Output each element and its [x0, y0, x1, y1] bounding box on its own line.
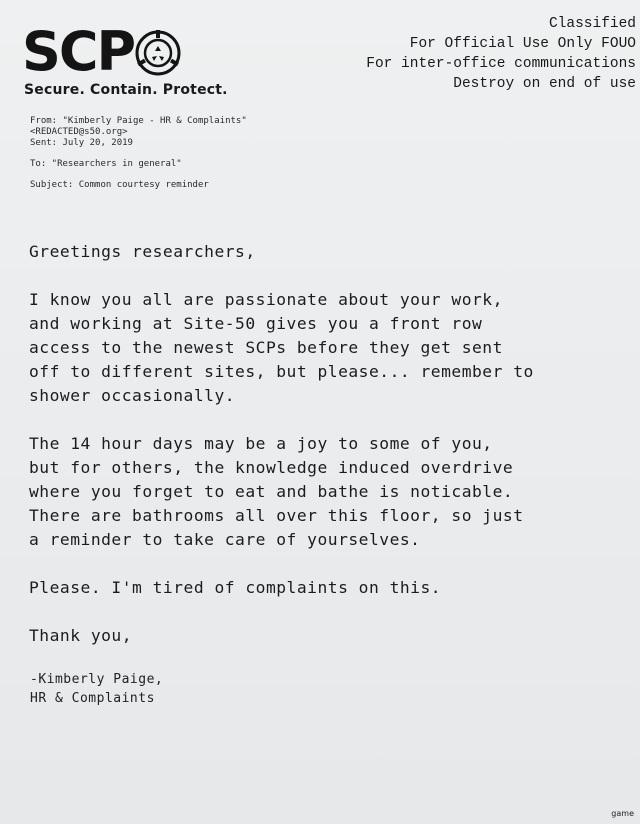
- paragraph-line: access to the newest SCPs before they get sent: [29, 338, 503, 357]
- paragraph-line: where you forget to eat and bathe is noticable.: [29, 482, 514, 501]
- paragraph-line: I know you all are passionate about your work,: [29, 290, 503, 309]
- paragraph-line: shower occasionally.: [29, 386, 236, 405]
- to-line: To: "Researchers in general": [30, 159, 182, 169]
- paragraph-line: and working at Site-50 gives you a front row: [29, 314, 483, 333]
- sender-email: <REDACTED@s50.org>: [30, 127, 128, 137]
- scp-seal-icon: [134, 29, 182, 77]
- letter-body: [29, 240, 629, 648]
- classification-block: [366, 14, 636, 94]
- from-line: From: "Kimberly Paige - HR & Complaints": [30, 116, 247, 126]
- paragraph-line: a reminder to take care of yourselves.: [29, 530, 421, 549]
- paragraph-line: off to different sites, but please... remember to: [29, 362, 534, 381]
- paragraph-line: but for others, the knowledge induced overdrive: [29, 458, 514, 477]
- greeting: Greetings researchers,: [29, 242, 256, 261]
- classification-line: Destroy on end of use: [453, 76, 636, 92]
- signature-block: [30, 670, 163, 708]
- classification-line: For inter-office communications: [366, 56, 636, 72]
- scp-wordmark: SCP: [22, 20, 135, 83]
- email-header: [30, 116, 247, 191]
- closing: Thank you,: [29, 626, 133, 645]
- paragraph-line: The 14 hour days may be a joy to some of you,: [29, 434, 493, 453]
- corner-watermark: game: [611, 809, 634, 818]
- signature-name: -Kimberly Paige,: [30, 672, 164, 687]
- subject-line: Subject: Common courtesy reminder: [30, 180, 209, 190]
- paragraph-line: There are bathrooms all over this floor, so just: [29, 506, 524, 525]
- paragraph-line: Please. I'm tired of complaints on this.: [29, 578, 442, 597]
- logo-tagline: Secure. Contain. Protect.: [24, 82, 228, 98]
- classification-line: For Official Use Only FOUO: [409, 36, 636, 52]
- classification-line: Classified: [548, 16, 636, 32]
- signature-department: HR & Complaints: [30, 691, 155, 706]
- sent-date: Sent: July 20, 2019: [30, 138, 133, 148]
